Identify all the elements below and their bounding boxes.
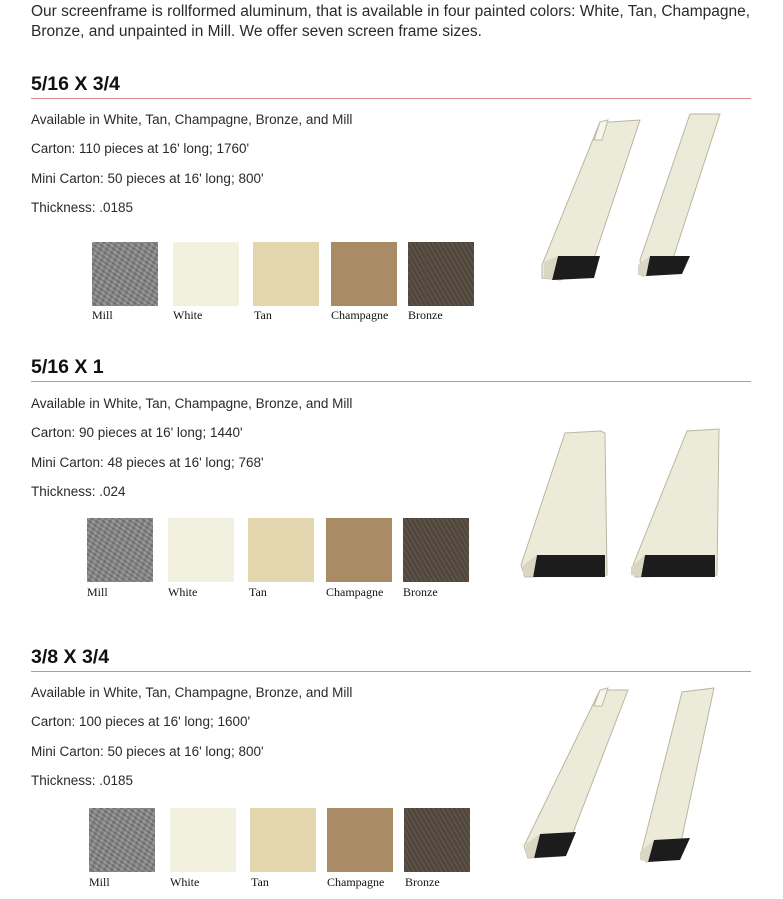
swatch-label-champagne: Champagne <box>326 585 384 599</box>
swatch-white <box>173 242 239 306</box>
mini-carton-text: Mini Carton: 48 pieces at 16' long; 768' <box>31 455 264 470</box>
mini-carton-text: Mini Carton: 50 pieces at 16' long; 800' <box>31 171 264 186</box>
swatch-tan <box>253 242 319 306</box>
availability-text: Available in White, Tan, Champagne, Bronze, and Mill <box>31 396 353 411</box>
divider <box>31 671 751 672</box>
swatch-champagne <box>326 518 392 582</box>
swatch-white <box>168 518 234 582</box>
section-5-16x3-4 <box>31 72 751 99</box>
swatch-tan <box>250 808 316 872</box>
section-title: 5/16 X 3/4 <box>31 73 120 95</box>
screen-frame-product-image <box>530 110 730 290</box>
thickness-text: Thickness: .0185 <box>31 200 134 215</box>
carton-text: Carton: 110 pieces at 16' long; 1760' <box>31 141 250 156</box>
swatch-label-tan: Tan <box>254 308 272 322</box>
swatch-label-white: White <box>168 585 198 599</box>
swatch-mill <box>89 808 155 872</box>
carton-text: Carton: 100 pieces at 16' long; 1600' <box>31 714 251 729</box>
swatch-bronze <box>408 242 474 306</box>
screen-frame-product-image <box>518 686 723 871</box>
swatch-tan <box>248 518 314 582</box>
section-3-8x3-4 <box>31 645 751 672</box>
intro-text: Our screenframe is rollformed aluminum, that is available in four painted colors: White, Tan, Champagne, Bronze, and unpainted in Mill. We offer seven screen frame sizes. <box>31 3 751 40</box>
swatch-label-tan: Tan <box>251 875 269 889</box>
swatch-white <box>170 808 236 872</box>
section-title: 3/8 X 3/4 <box>31 646 110 668</box>
swatch-label-bronze: Bronze <box>408 308 443 322</box>
swatch-label-bronze: Bronze <box>405 875 440 889</box>
thickness-text: Thickness: .024 <box>31 484 126 499</box>
swatch-champagne <box>327 808 393 872</box>
swatch-bronze <box>403 518 469 582</box>
availability-text: Available in White, Tan, Champagne, Bronze, and Mill <box>31 112 353 127</box>
screen-frame-product-image <box>515 425 725 585</box>
swatch-label-mill: Mill <box>92 308 113 322</box>
swatch-label-white: White <box>173 308 203 322</box>
mini-carton-text: Mini Carton: 50 pieces at 16' long; 800' <box>31 744 264 759</box>
swatch-mill <box>92 242 158 306</box>
section-title: 5/16 X 1 <box>31 356 104 378</box>
swatch-label-champagne: Champagne <box>331 308 389 322</box>
divider <box>31 381 751 382</box>
carton-text: Carton: 90 pieces at 16' long; 1440' <box>31 425 243 440</box>
swatch-label-champagne: Champagne <box>327 875 385 889</box>
swatch-mill <box>87 518 153 582</box>
swatch-bronze <box>404 808 470 872</box>
swatch-label-tan: Tan <box>249 585 267 599</box>
thickness-text: Thickness: .0185 <box>31 773 134 788</box>
swatch-label-bronze: Bronze <box>403 585 438 599</box>
availability-text: Available in White, Tan, Champagne, Bronze, and Mill <box>31 685 353 700</box>
swatch-label-mill: Mill <box>89 875 110 889</box>
swatch-label-mill: Mill <box>87 585 108 599</box>
divider <box>31 98 751 99</box>
swatch-label-white: White <box>170 875 200 889</box>
swatch-champagne <box>331 242 397 306</box>
section-5-16x1 <box>31 355 751 382</box>
